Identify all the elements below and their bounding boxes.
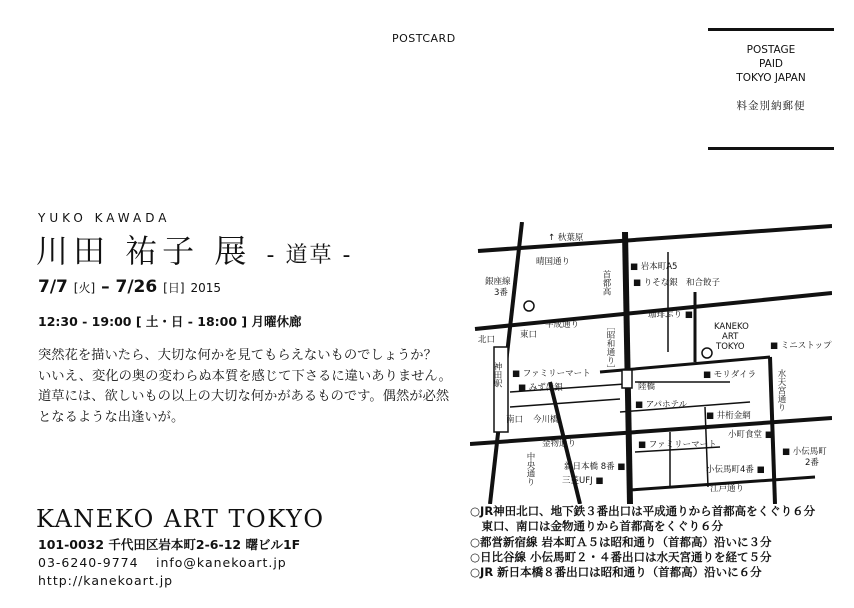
date-end: 7/26 — [115, 277, 158, 297]
map-label: ↑ 秋葉原 — [548, 233, 584, 243]
map-label: 三菱UFJ ■ — [562, 476, 604, 486]
map-label: 北口 — [478, 335, 496, 345]
map-label: 珈琲ぷり ■ — [648, 310, 693, 320]
exhibition-subtitle: - 道草 - — [266, 243, 353, 268]
description-paragraph: いいえ、変化の奥の変わらぬ本質を感じて下さるに違いありません。 — [38, 368, 452, 384]
map-label: 小伝馬町4番 ■ — [706, 465, 765, 475]
map-label: 2番 — [805, 458, 819, 468]
date-dash: – — [101, 277, 110, 297]
map-label: ［昭和通り］ — [605, 322, 615, 373]
map-label: 今川橋 — [533, 415, 559, 425]
map-label: 神田駅 — [492, 362, 502, 388]
gallery-address: 101-0032 千代田区岩本町2-6-12 曙ビル1F — [38, 537, 301, 552]
stamp-line-1: POSTAGE — [746, 44, 796, 56]
stamp-line-3: TOKYO JAPAN — [736, 72, 806, 84]
map-label: 小町食堂 ■ — [728, 430, 773, 440]
description-paragraph: 道草には、欲しいもの以上の大切な何かがあるものです。偶然が必然となるような出逢いが。 — [38, 389, 450, 425]
date-year: 2015 — [190, 281, 221, 295]
access-map — [470, 222, 832, 504]
gallery-contact — [38, 536, 300, 590]
road-line — [510, 399, 620, 407]
access-line: ○日比谷線 小伝馬町２・４番出口は水天宮通りを経て５分 — [470, 549, 772, 564]
map-label: 水天宮通り — [776, 369, 786, 412]
map-label: ■ 小伝馬町 — [782, 447, 827, 457]
postage-paid-box — [708, 28, 834, 150]
stamp-line-2: PAID — [758, 58, 784, 70]
map-label: ■ りそな銀 — [633, 278, 678, 288]
access-line: ○都営新宿線 岩本町Ａ５は昭和通り（首都高）沿いに３分 — [470, 534, 772, 549]
access-directions — [470, 504, 815, 580]
postcard-label: POSTCARD — [392, 32, 456, 45]
map-label: ■ 岩本町A5 — [630, 262, 678, 272]
exhibition-title-main: 川田 祐子 展 — [36, 232, 252, 270]
map-label: 和合餃子 — [686, 278, 721, 288]
date-end-day: [日] — [163, 281, 185, 295]
map-label: 江戸通り — [710, 484, 745, 494]
gallery-phone: 03-6240-9774 — [38, 555, 139, 570]
artist-name-english: YUKO KAWADA — [38, 211, 171, 225]
map-label: KANEKO — [714, 322, 749, 332]
opening-hours: 12:30 - 19:00 [ 土・日 - 18:00 ] 月曜休廊 — [38, 314, 302, 329]
map-label: 東口 — [520, 330, 538, 340]
overpass — [622, 370, 632, 388]
map-label: ■ ファミリーマート — [512, 369, 591, 379]
map-label: ■ アパホテル — [635, 400, 688, 410]
map-label: ■ ミニストップ — [770, 341, 832, 351]
map-label: ■ モリダイラ — [703, 370, 757, 380]
gallery-location-icon — [702, 348, 712, 358]
map-label: ■ みずほ銀 — [518, 383, 563, 393]
map-label: 銀座線 — [485, 277, 511, 287]
exhibition-description — [38, 346, 458, 428]
gallery-email[interactable]: info@kanekoart.jp — [155, 555, 287, 570]
map-label: TOKYO — [716, 342, 745, 352]
map-label: 首都高 — [601, 270, 611, 296]
description-paragraph: 突然花を描いたら、大切な何かを見てもらえないものでしょうか？ — [38, 348, 437, 363]
access-line: ○JR 新日本橋８番出口は昭和通り（首都高）沿いに６分 — [470, 565, 762, 580]
map-label: ■ ファミリーマート — [638, 440, 717, 450]
road-line — [625, 232, 630, 504]
gallery-url[interactable]: http://kanekoart.jp — [38, 573, 174, 588]
exhibition-title — [36, 226, 352, 272]
map-label: 南口 — [506, 415, 524, 425]
gallery-phone-email — [38, 554, 300, 572]
access-line: ○JR神田北口、地下鉄３番出口は平成通りから首都高をくぐり６分 — [470, 504, 816, 518]
stamp-japanese: 料金別納郵便 — [736, 100, 806, 112]
map-label: 平成通り — [545, 320, 580, 330]
map-label: 中央通り — [525, 452, 535, 486]
exhibition-dates — [38, 277, 221, 297]
gallery-name: KANEKO ART TOKYO — [36, 505, 325, 533]
map-label: 新日本橋 8番 ■ — [564, 462, 626, 472]
map-label: ART — [722, 332, 739, 342]
map-label: 3番 — [494, 288, 508, 298]
date-start-day: [火] — [73, 281, 96, 295]
date-start: 7/7 — [38, 277, 68, 297]
map-label: ■ 井桁金網 — [706, 411, 751, 421]
map-label: 陸橋 — [638, 382, 656, 392]
map-label: 金物通り — [542, 439, 577, 449]
access-line: 東口、南口は金物通りから首都高をくぐり６分 — [470, 519, 723, 534]
subway-icon — [524, 301, 534, 311]
map-label: 晴国通り — [536, 257, 571, 267]
road-line — [478, 226, 832, 251]
